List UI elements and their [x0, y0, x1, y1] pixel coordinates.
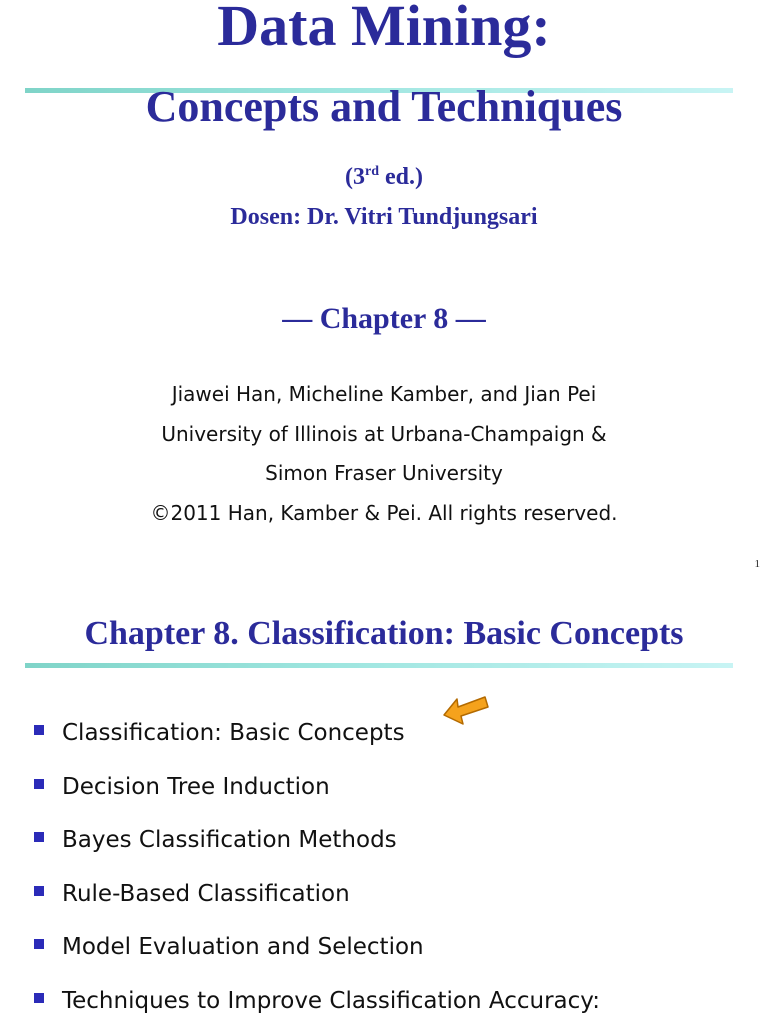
- outline-slide: [0, 585, 768, 1024]
- list-item-label: Decision Tree Induction: [62, 773, 330, 800]
- list-item: [34, 767, 600, 821]
- list-item-label: Techniques to Improve Classification Accuracy:: [62, 987, 600, 1014]
- edition-label: [0, 162, 768, 192]
- list-item: [34, 874, 600, 928]
- author-line: University of Illinois at Urbana-Champaign &: [161, 421, 607, 446]
- list-item-label: Rule-Based Classification: [62, 880, 350, 907]
- author-line: Jiawei Han, Micheline Kamber, and Jian Pei: [171, 382, 597, 406]
- chapter-label: — Chapter 8 —: [282, 302, 486, 335]
- outline-title: Chapter 8. Classification: Basic Concepts: [84, 615, 684, 652]
- list-item: [34, 820, 600, 874]
- square-bullet-icon: [34, 832, 44, 842]
- list-item: [34, 981, 600, 1035]
- outline-divider: [25, 663, 733, 668]
- square-bullet-icon: [34, 725, 44, 735]
- square-bullet-icon: [34, 939, 44, 949]
- edition-open: (3: [345, 164, 365, 190]
- list-item: [34, 713, 600, 767]
- list-item-label: Model Evaluation and Selection: [62, 934, 424, 961]
- author-line: Simon Fraser University: [265, 461, 503, 485]
- slide-subtitle: Concepts and Techniques: [145, 82, 623, 131]
- square-bullet-icon: [34, 993, 44, 1003]
- outline-list: [34, 713, 600, 1035]
- list-item-label: Classification: Basic Concepts: [62, 720, 405, 746]
- list-item: [34, 927, 600, 981]
- page-number: 1: [754, 558, 760, 570]
- list-item-label: Bayes Classification Methods: [62, 827, 397, 854]
- square-bullet-icon: [34, 886, 44, 896]
- edition-close: ed.): [379, 164, 423, 190]
- lecturer-label: Dosen: Dr. Vitri Tundjungsari: [230, 204, 538, 230]
- slide-title: Data Mining:: [217, 0, 551, 58]
- edition-superscript: rd: [365, 164, 379, 179]
- author-block: [0, 378, 768, 536]
- square-bullet-icon: [34, 779, 44, 789]
- author-line: ©2011 Han, Kamber & Pei. All rights reserved.: [150, 500, 618, 525]
